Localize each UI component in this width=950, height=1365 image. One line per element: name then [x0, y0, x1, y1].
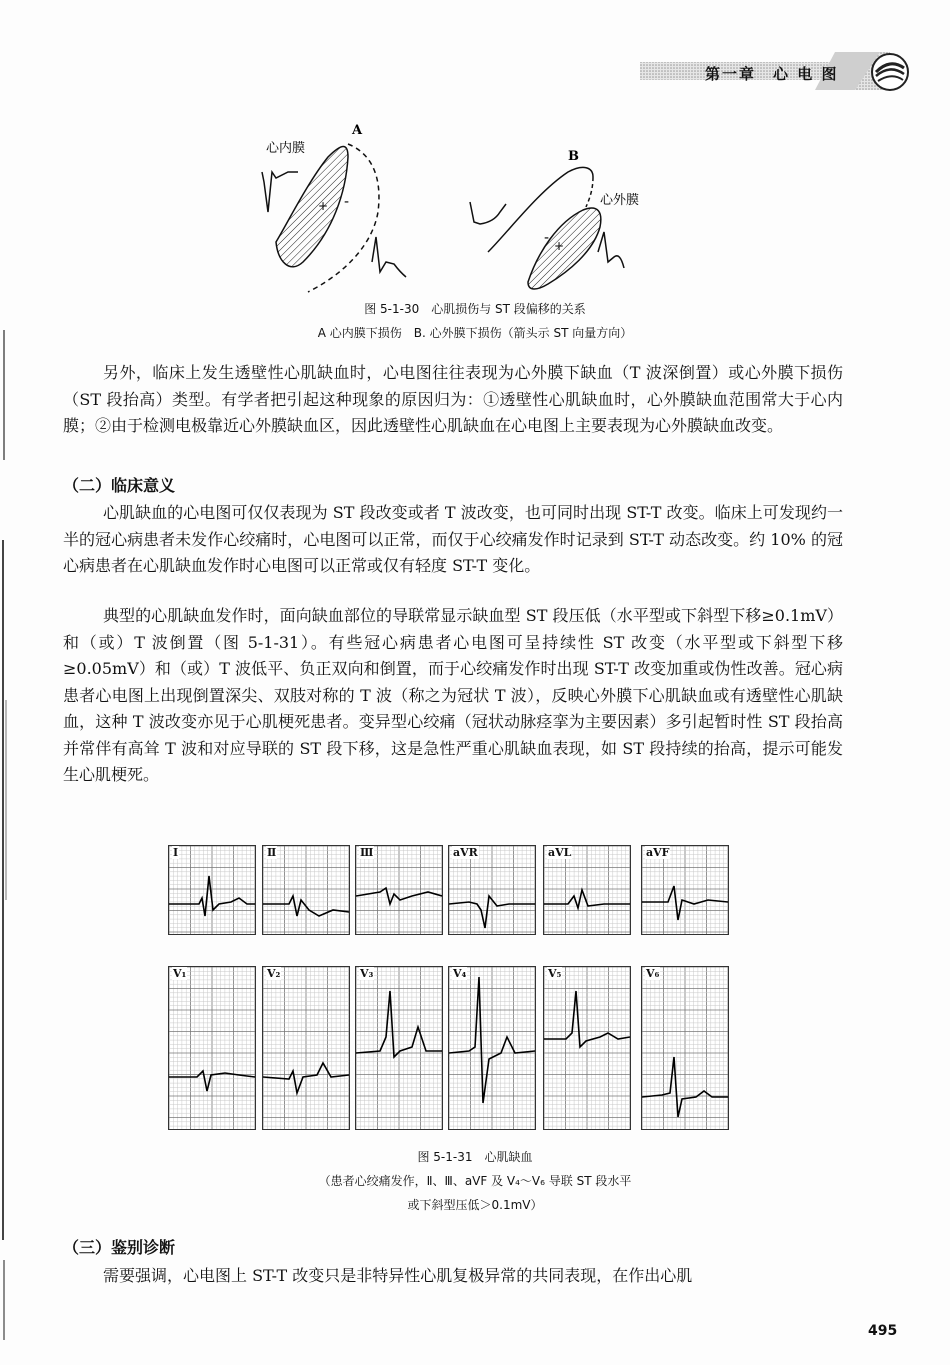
- ecg-lead-label: V₆: [646, 967, 660, 980]
- svg-text:-: -: [544, 230, 550, 246]
- ecg-panel-6: [641, 845, 729, 935]
- figure-30-caption: 图 5-1-30 心肌损伤与 ST 段偏移的关系: [364, 302, 586, 316]
- ecg-lead-label: Ⅱ: [267, 846, 277, 859]
- ecg-panel-7: [168, 966, 256, 1130]
- ecg-lead-label: Ⅰ: [173, 846, 179, 859]
- st-injury-diagram: [248, 112, 668, 302]
- ecg-lead-label: aVL: [548, 846, 572, 859]
- ecg-lead-label: Ⅲ: [360, 846, 374, 859]
- endocardial-injury-region: [276, 146, 348, 266]
- ecg-lead-label: V₁: [173, 967, 187, 980]
- book-logo-icon: [868, 52, 912, 92]
- ecg-lead-label: V₄: [453, 967, 467, 980]
- svg-text:+: +: [318, 199, 329, 213]
- svg-text:+: +: [554, 239, 565, 253]
- ecg-panel-9: [355, 966, 443, 1130]
- ecg-panel-1: [168, 845, 256, 935]
- heading-differential-diagnosis: （三）鉴别诊断: [63, 1238, 176, 1257]
- label-endocardium: 心内膜: [266, 141, 306, 156]
- figure-30-subcaption: A 心内膜下损伤 B. 心外膜下损伤（箭头示 ST 向量方向）: [317, 326, 633, 340]
- ecg-lead-label: V₅: [548, 967, 562, 980]
- figure-31-note-line2: 或下斜型压低＞0.1mV）: [407, 1198, 543, 1212]
- svg-text:-: -: [344, 194, 350, 210]
- epicardial-injury-region: [528, 208, 601, 289]
- paragraph-clinical-significance: 心肌缺血的心电图可仅仅表现为 ST 段改变或者 T 波改变，也可同时出现 ST-T 改变。临床上可发现约一半的冠心病患者未发作心绞痛时，心电图可以正常，而仅于心绞痛发作时记录到 ST-T 动态改变。约 10% 的冠心病患者在心肌缺血发作时心电图可以正常或仅有轻度 ST-T 变化。: [63, 503, 843, 575]
- ecg-lead-label: V₃: [360, 967, 374, 980]
- ecg-lead-label: aVF: [646, 846, 670, 859]
- heading-clinical-significance: （二）临床意义: [63, 476, 176, 495]
- paragraph-differential-diagnosis: 需要强调，心电图上 ST-T 改变只是非特异性心肌复极异常的共同表现，在作出心肌: [103, 1266, 693, 1285]
- label-a: A: [352, 123, 363, 138]
- label-b: B: [568, 149, 579, 164]
- ecg-lead-label: aVR: [453, 846, 478, 859]
- ecg-panel-4: [448, 845, 536, 935]
- paragraph-typical-ischemia: 典型的心肌缺血发作时，面向缺血部位的导联常显示缺血型 ST 段压低（水平型或下斜型下移≥0.1mV）和（或）T 波倒置（图 5-1-31）。有些冠心病患者心电图可呈持续性 ST 改变（水平型或下斜型下移≥0.05mV）和（或）T 波低平、负正双向和倒置，而于心绞痛发作时出现 ST-T 改变加重或伪性改善。冠心病患者心电图上出现倒置深尖、双肢对称的 T 波（称之为冠状 T 波），反映心外膜下心肌缺血或有透壁性心肌缺血，这种 T 波改变亦见于心肌梗死患者。变异型心绞痛（冠状动脉痉挛为主要因素）多引起暂时性 ST 段抬高并常伴有高耸 T 波和对应导联的 ST 段下移，这是急性严重心肌缺血表现，如 ST 段持续的抬高，提示可能发生心肌梗死。: [63, 606, 843, 784]
- paragraph-transmural-ischemia: 另外，临床上发生透壁性心肌缺血时，心电图往往表现为心外膜下缺血（T 波深倒置）或心外膜下损伤（ST 段抬高）类型。有学者把引起这种现象的原因归为：①透壁性心肌缺血时，心外膜缺血范围常大于心内膜；②由于检测电极靠近心外膜缺血区，因此透壁性心肌缺血在心电图上主要表现为心外膜缺血改变。: [63, 363, 843, 435]
- ecg-lead-label: V₂: [267, 967, 281, 980]
- chapter-title: 第一章 心 电 图: [705, 65, 839, 83]
- ecg-panel-12: [641, 966, 729, 1130]
- figure-31-note-line1: （患者心绞痛发作，Ⅱ、Ⅲ、aVF 及 V₄～V₆ 导联 ST 段水平: [318, 1174, 632, 1188]
- ecg-panel-2: [262, 845, 350, 935]
- ecg-panel-10: [448, 966, 536, 1130]
- page-number: 495: [868, 1323, 898, 1339]
- ecg-panel-3: [355, 845, 443, 935]
- ecg-panel-11: [543, 966, 631, 1130]
- label-epicardium: 心外膜: [600, 193, 640, 208]
- figure-31-caption: 图 5-1-31 心肌缺血: [417, 1150, 533, 1164]
- ecg-panel-5: [543, 845, 631, 935]
- ecg-panel-8: [262, 966, 350, 1130]
